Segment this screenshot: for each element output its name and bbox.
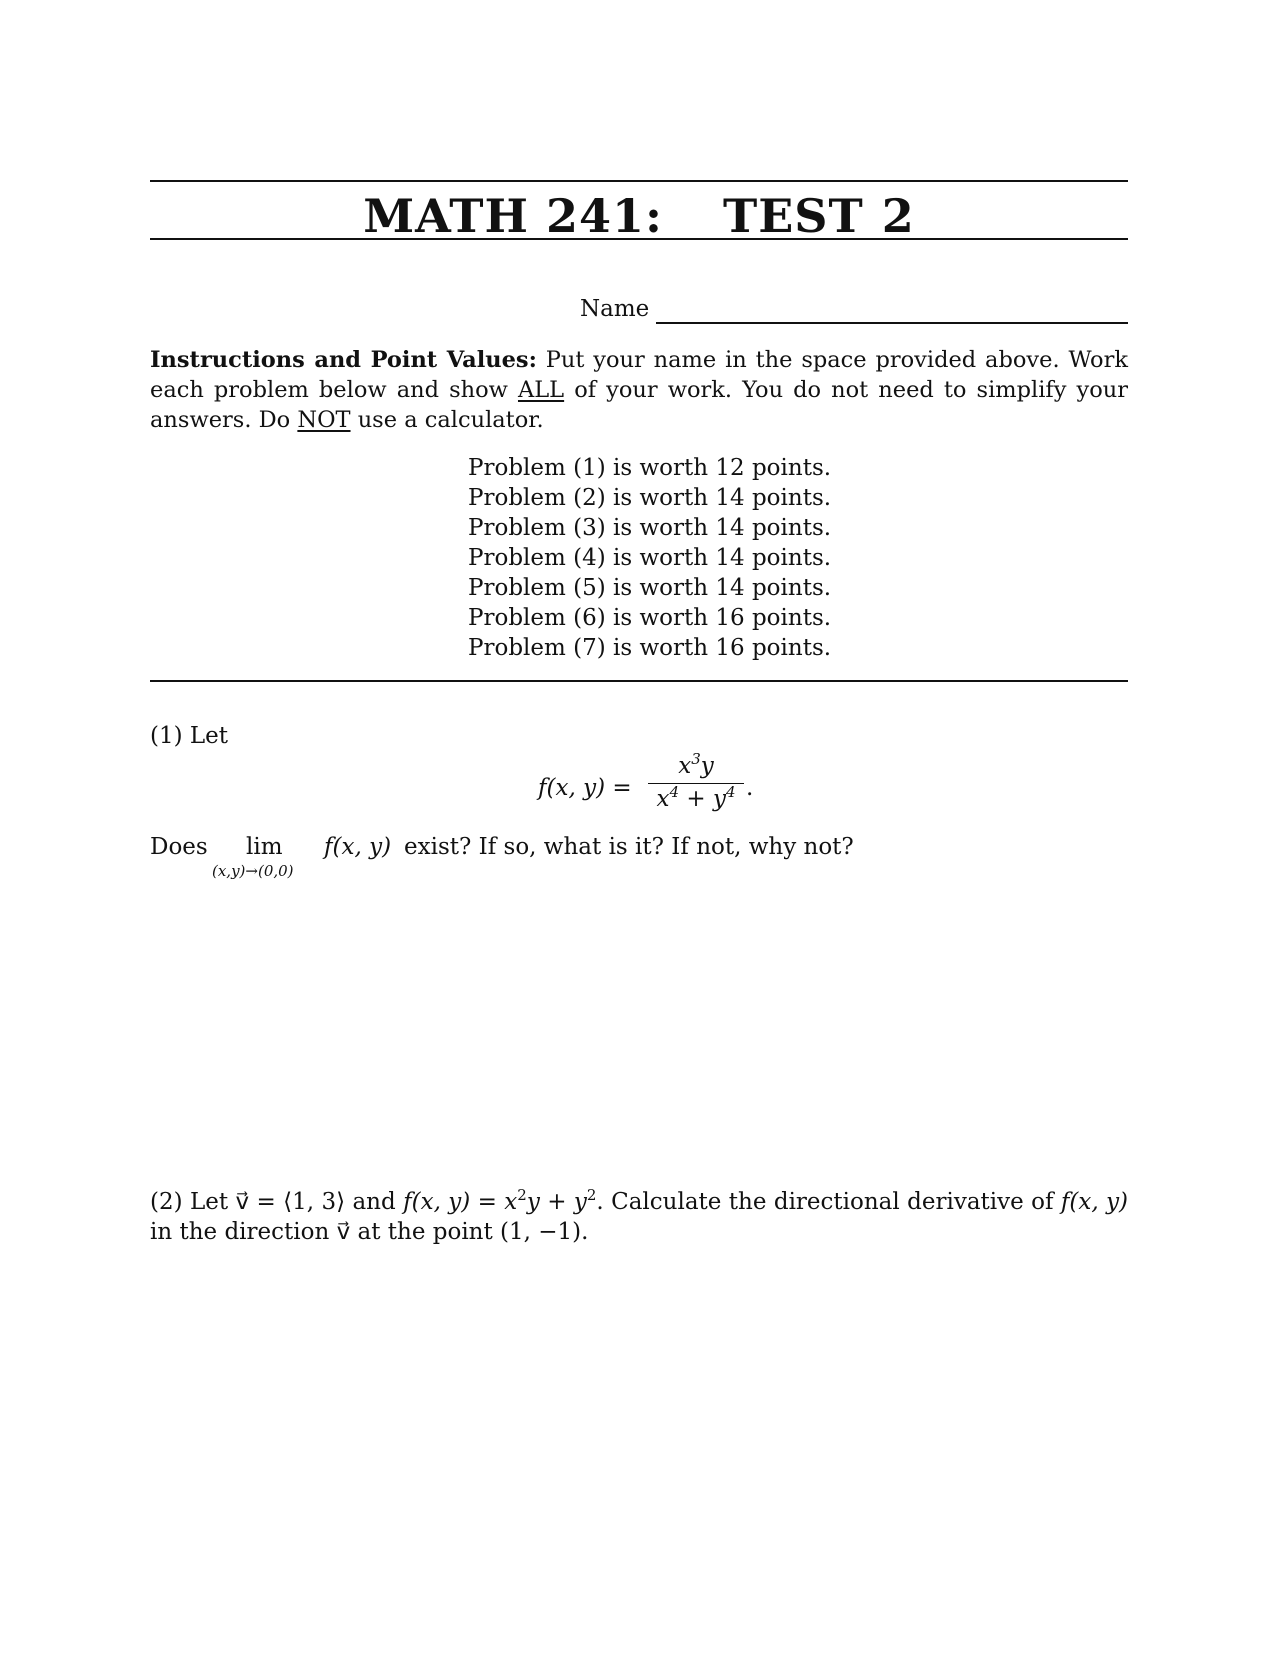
formula-fraction (648, 750, 744, 812)
den-x: x (656, 786, 670, 812)
den-exponent-2: 4 (725, 783, 736, 801)
name-label: Name (580, 296, 650, 322)
instructions (150, 345, 1128, 435)
point-value-item: Problem (5) is worth 14 points. (468, 575, 832, 601)
problem-2-exp-2: 2 (586, 1186, 597, 1204)
den-exponent-1: 4 (669, 783, 680, 801)
point-value-item: Problem (3) is worth 14 points. (468, 515, 832, 541)
problem-2-text-c: y + y (526, 1189, 587, 1215)
problem-2-exp-1: 2 (517, 1186, 527, 1204)
test-number: 2 (881, 189, 915, 243)
den-plus-y: + y (679, 786, 726, 812)
point-value-item: Problem (6) is worth 16 points. (468, 605, 832, 631)
problem-2-text-a: (2) Let v⃗ = ⟨1, 3⟩ and (150, 1189, 396, 1215)
point-value-item: Problem (4) is worth 14 points. (468, 545, 832, 571)
lim-subscript: (x,y)→(0,0) (212, 862, 294, 880)
problem-2-text-b: f(x, y) = x (403, 1189, 518, 1215)
instructions-text-1: Put your name in the space provided above. Work each problem below and show (150, 347, 1128, 403)
num-x: x (678, 753, 692, 779)
name-blank-line[interactable] (656, 322, 1128, 324)
lim-word: lim (246, 834, 283, 860)
point-values-list (468, 453, 868, 663)
num-y: y (700, 753, 714, 779)
top-rule (150, 180, 1128, 182)
name-field[interactable] (580, 296, 1128, 326)
formula-numerator (648, 750, 744, 781)
instructions-text-2: of your work. You do not need to simplify your answers. Do (150, 377, 1129, 433)
instructions-not: NOT (297, 407, 351, 433)
course-label: MATH 241: (363, 189, 664, 243)
problem-1-formula (538, 750, 778, 823)
instructions-heading: Instructions and Point Values: (150, 347, 537, 373)
point-value-item: Problem (7) is worth 16 points. (468, 635, 832, 661)
formula-denominator (648, 783, 744, 812)
section-rule (150, 680, 1128, 682)
problem-2 (150, 1187, 1128, 1247)
question-text: exist? If so, what is it? If not, why not? (404, 834, 854, 860)
question-fx: f(x, y) (324, 834, 392, 860)
does-word: Does (150, 834, 208, 860)
problem-2-text-f: in the direction v⃗ at the point (1, −1). (150, 1219, 589, 1245)
problem-1-question (150, 834, 1128, 890)
num-exponent: 3 (691, 750, 701, 768)
problem-2-text-e: f(x, y) (1060, 1189, 1129, 1215)
point-value-item: Problem (1) is worth 12 points. (468, 455, 832, 481)
test-label: TEST (723, 189, 864, 243)
formula-period: . (746, 775, 754, 801)
exam-page (150, 0, 1128, 1656)
instructions-text-3: use a calculator. (357, 407, 544, 433)
instructions-all: ALL (517, 377, 565, 403)
problem-1-intro: (1) Let (150, 723, 229, 749)
exam-title (150, 189, 1128, 243)
title-bottom-rule (150, 238, 1128, 240)
point-value-item: Problem (2) is worth 14 points. (468, 485, 832, 511)
formula-lhs: f(x, y) = (538, 775, 632, 801)
problem-2-text-d: . Calculate the directional derivative of (596, 1189, 1054, 1215)
